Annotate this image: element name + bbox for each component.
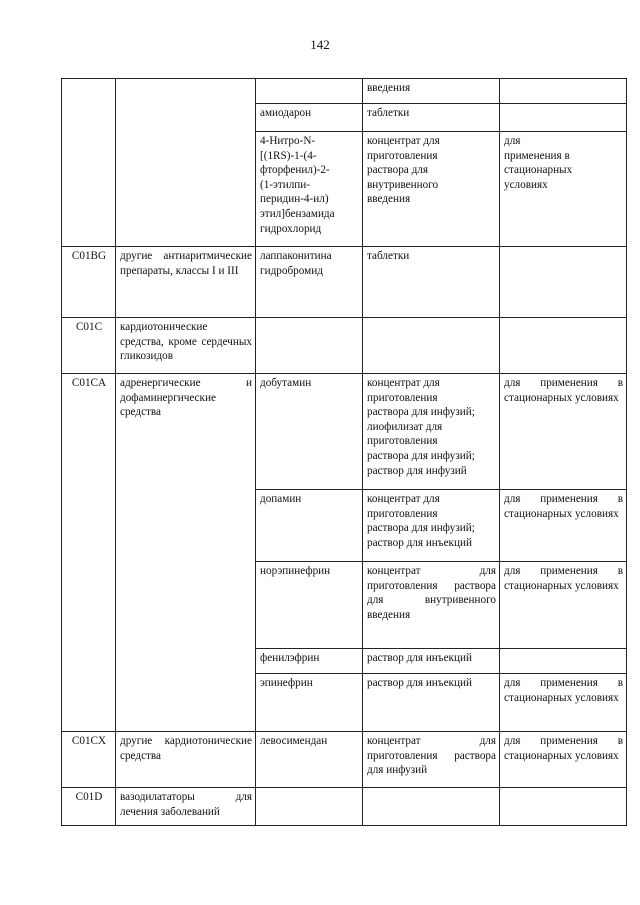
group-cell: другие антиаритмические препараты, классы I и III (116, 247, 256, 318)
note-cell: для применения в стационарных условиях (500, 374, 627, 490)
table-row (62, 788, 627, 826)
page-number: 142 (310, 37, 330, 52)
form-cell: раствор для инъекций (363, 674, 500, 732)
form-cell: концентрат для приготовления раствора для инфузий; раствор для инъекций (363, 490, 500, 562)
group-cell (116, 79, 256, 247)
drug-cell: фенилэфрин (256, 649, 363, 674)
form-cell: концентрат для приготовления раствора для инфузий; лиофилизат для приготовления раствора для инфузий; раствор для инфузий (363, 374, 500, 490)
drug-cell: лаппаконитина гидробромид (256, 247, 363, 318)
note-cell: для применения в стационарных условиях (500, 132, 627, 247)
drug-cell: норэпинефрин (256, 562, 363, 649)
note-cell (500, 788, 627, 826)
drug-cell: амиодарон (256, 104, 363, 132)
atc-code-cell: C01D (62, 788, 116, 826)
form-cell: раствор для инъекций (363, 649, 500, 674)
form-cell: таблетки (363, 247, 500, 318)
note-cell (500, 318, 627, 374)
drug-cell: допамин (256, 490, 363, 562)
form-cell (363, 788, 500, 826)
form-cell: концентрат для приготовления раствора для внутривенного введения (363, 562, 500, 649)
atc-code-cell: C01C (62, 318, 116, 374)
form-cell: таблетки (363, 104, 500, 132)
group-cell: вазодилататоры для лечения заболеваний (116, 788, 256, 826)
note-cell: для применения в стационарных условиях (500, 674, 627, 732)
table-row (62, 732, 627, 788)
table-row (62, 247, 627, 318)
note-cell (500, 104, 627, 132)
note-cell (500, 247, 627, 318)
note-cell (500, 79, 627, 104)
drug-table (61, 78, 627, 826)
drug-cell: 4-Нитро-N- [(1RS)-1-(4- фторфенил)-2- (1-этилпи- перидин-4-ил) этил]бензамида гидрохлорид (256, 132, 363, 247)
atc-code-cell (62, 79, 116, 247)
form-cell (363, 318, 500, 374)
form-cell: введения (363, 79, 500, 104)
drug-cell: эпинефрин (256, 674, 363, 732)
drug-cell (256, 79, 363, 104)
group-cell: другие кардиотонические средства (116, 732, 256, 788)
group-cell: кардиотонические средства, кроме сердечных гликозидов (116, 318, 256, 374)
note-cell (500, 649, 627, 674)
table-row (62, 79, 627, 104)
group-cell: адренергические и дофаминергические средства (116, 374, 256, 732)
atc-code-cell: C01CX (62, 732, 116, 788)
drug-cell (256, 788, 363, 826)
table-row (62, 374, 627, 490)
atc-code-cell: C01BG (62, 247, 116, 318)
drug-cell: добутамин (256, 374, 363, 490)
drug-cell (256, 318, 363, 374)
form-cell: концентрат для приготовления раствора для внутривенного введения (363, 132, 500, 247)
table-row (62, 318, 627, 374)
note-cell: для применения в стационарных условиях (500, 562, 627, 649)
note-cell: для применения в стационарных условиях (500, 490, 627, 562)
atc-code-cell: C01CA (62, 374, 116, 732)
note-cell: для применения в стационарных условиях (500, 732, 627, 788)
drug-cell: левосимендан (256, 732, 363, 788)
form-cell: концентрат для приготовления раствора для инфузий (363, 732, 500, 788)
